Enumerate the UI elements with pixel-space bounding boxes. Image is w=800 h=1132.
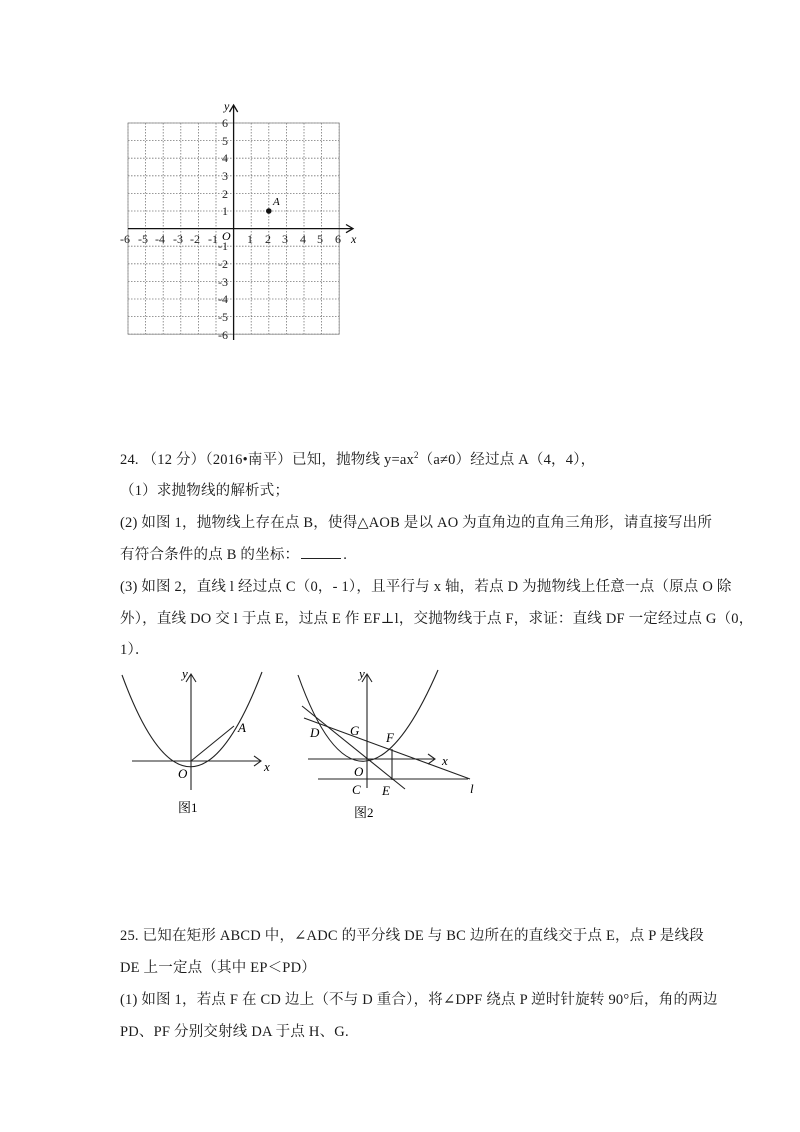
- fig2-g-label: G: [350, 723, 360, 738]
- q25-line1: 25. 已知在矩形 ABCD 中，∠ADC 的平分线 DE 与 BC 边所在的直线交于点 E，点 P 是线段: [120, 928, 704, 944]
- point-a-label: A: [273, 196, 280, 208]
- fig2-f-label: F: [386, 730, 394, 745]
- svg-text:-6: -6: [218, 328, 228, 342]
- svg-text:2: 2: [222, 187, 228, 201]
- q25-line3: (1) 如图 1，若点 F 在 CD 边上（不与 D 重合），将∠DPF 绕点 P 逆时针旋转 90°后，角的两边: [120, 992, 718, 1008]
- answer-blank[interactable]: [301, 544, 341, 559]
- fig1-o-label: O: [178, 766, 188, 781]
- fig2-e-label: E: [382, 783, 390, 798]
- svg-text:-1: -1: [218, 239, 228, 253]
- fig2-x-label: x: [442, 753, 448, 768]
- q24-part3-line3: 1）．: [120, 642, 150, 658]
- svg-text:-2: -2: [218, 257, 228, 271]
- svg-text:4: 4: [222, 151, 228, 165]
- figure-1-parabola: [110, 660, 280, 820]
- figure-2-parabola: [290, 660, 490, 830]
- svg-text:-2: -2: [190, 232, 200, 246]
- svg-text:3: 3: [222, 169, 228, 183]
- fig2-c-label: C: [352, 782, 361, 797]
- origin-label: O: [222, 229, 231, 243]
- svg-text:-5: -5: [218, 310, 228, 324]
- q25-line4: PD、PF 分别交射线 DA 于点 H、G.: [120, 1024, 349, 1040]
- coordinate-grid-figure: [110, 95, 370, 350]
- parabola-curve: [298, 670, 438, 761]
- svg-text:5: 5: [317, 232, 323, 246]
- fig2-o-label: O: [354, 764, 364, 779]
- fig1-a-label: A: [238, 720, 246, 735]
- q24-part2-period: .: [343, 547, 348, 563]
- fig1-y-label: y: [182, 666, 188, 681]
- svg-text:3: 3: [282, 232, 288, 246]
- q24-stem-a: 24. （12 分）（2016•南平）已知，抛物线 y=ax: [120, 452, 414, 468]
- fig1-caption: 图1: [178, 800, 198, 815]
- svg-text:-6: -6: [120, 232, 130, 246]
- q24-part2-line2: [120, 543, 347, 564]
- svg-text:1: 1: [222, 204, 228, 218]
- svg-text:-5: -5: [138, 232, 148, 246]
- svg-text:-4: -4: [155, 232, 165, 246]
- point-a-dot: [266, 208, 272, 214]
- svg-text:-1: -1: [208, 232, 218, 246]
- q24-part1: （1）求抛物线的解析式；: [120, 483, 290, 499]
- svg-text:6: 6: [222, 116, 228, 130]
- svg-text:6: 6: [335, 232, 341, 246]
- svg-text:5: 5: [222, 134, 228, 148]
- q24-line1: [120, 448, 595, 469]
- q24-part3-line2: 外），直线 DO 交 l 于点 E，过点 E 作 EF⊥l，交抛物线于点 F，求证：直线 DF 一定经过点 G（0，: [120, 611, 754, 627]
- svg-text:4: 4: [300, 232, 306, 246]
- fig2-l-label: l: [470, 781, 474, 796]
- y-axis-label: y: [224, 99, 230, 113]
- q24-stem-b: （a≠0）经过点 A（4，4），: [418, 452, 596, 468]
- svg-text:2: 2: [265, 232, 271, 246]
- x-axis-label: x: [351, 232, 357, 246]
- segment-oa: [191, 726, 234, 761]
- svg-text:1: 1: [247, 232, 253, 246]
- q24-part2-prompt: 有符合条件的点 B 的坐标：: [120, 547, 300, 563]
- svg-text:-3: -3: [218, 275, 228, 289]
- q25-line2: DE 上一定点（其中 EP＜PD）: [120, 960, 316, 976]
- line-df: [304, 718, 470, 779]
- svg-text:-4: -4: [218, 292, 228, 306]
- fig2-caption: 图2: [354, 805, 374, 820]
- svg-text:-3: -3: [173, 232, 183, 246]
- fig2-d-label: D: [310, 725, 320, 740]
- fig1-x-label: x: [264, 759, 270, 774]
- q24-exponent: 2: [413, 450, 419, 461]
- q24-part2-line1: (2) 如图 1，抛物线上存在点 B，使得△AOB 是以 AO 为直角边的直角三角形，请直接写出所: [120, 515, 713, 531]
- q24-part3-line1: (3) 如图 2，直线 l 经过点 C（0，- 1），且平行与 x 轴，若点 D 为抛物线上任意一点（原点 O 除: [120, 579, 732, 595]
- fig2-y-label: y: [359, 666, 365, 681]
